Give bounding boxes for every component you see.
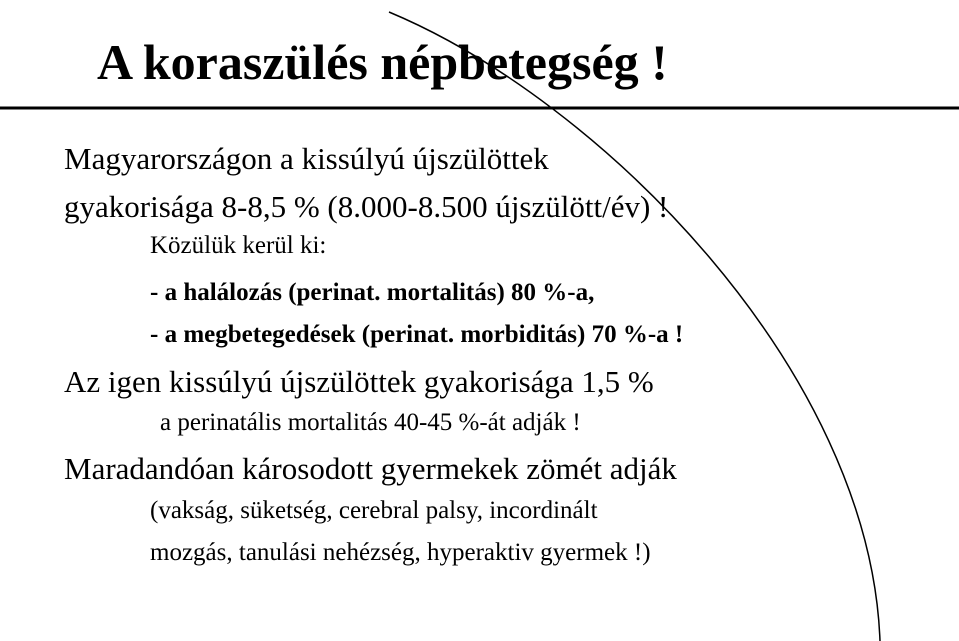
body-line-2: gyakorisága 8-8,5 % (8.000-8.500 újszülött/év) ! bbox=[64, 189, 669, 224]
body-line-1: Magyarországon a kissúlyú újszülöttek bbox=[64, 141, 549, 176]
bullet-mortality: - a halálozás (perinat. mortalitás) 80 %-a, bbox=[150, 279, 595, 306]
body-line-7: a perinatális mortalitás 40-45 %-át adják ! bbox=[160, 409, 581, 436]
body-line-8: Maradandóan károsodott gyermekek zömét adják bbox=[64, 451, 677, 486]
slide-title: A koraszülés népbetegség ! bbox=[97, 34, 668, 90]
body-line-10: mozgás, tanulási nehézség, hyperaktiv gyermek !) bbox=[150, 539, 651, 566]
body-line-9: (vakság, süketség, cerebral palsy, incordinált bbox=[150, 497, 598, 524]
bullet-morbidity: - a megbetegedések (perinat. morbiditás) 70 %-a ! bbox=[150, 321, 684, 348]
body-line-3: Közülük kerül ki: bbox=[150, 232, 327, 259]
body-line-6: Az igen kissúlyú újszülöttek gyakorisága 1,5 % bbox=[64, 364, 654, 399]
